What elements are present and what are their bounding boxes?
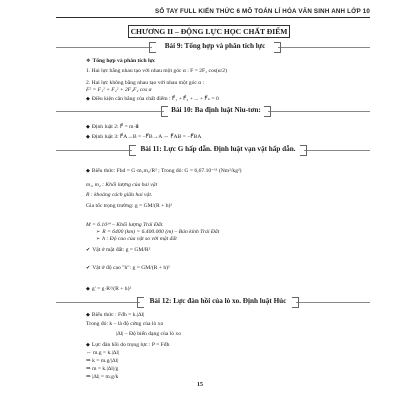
lesson-12-line-8: ⇒ |Δl| = m.g/k bbox=[86, 374, 119, 380]
lesson-12-line-5: ⇔ m.g = k.|Δl| bbox=[86, 350, 120, 356]
lesson-12-line-4: ◆ Lực đàn hồi do trọng lực : P = Fđh bbox=[86, 342, 170, 348]
lesson-12-line-3: |Δl| – Độ biến dạng của lò xo bbox=[116, 331, 182, 337]
lesson-9-title: Bài 9: Tổng hợp và phân tích lực bbox=[152, 41, 278, 52]
diamond-bullet-icon: ◆ bbox=[86, 312, 90, 318]
lesson-12-line-1: ◆ Biểu thức : Fđh = k.|Δl| bbox=[86, 312, 145, 318]
lesson-10-line-2: ◆ Định luật 3: F⃗A→B = −F⃗B→A ⇔ F⃗AB = −F⃗BA bbox=[86, 134, 202, 140]
diamond-bullet-icon: ◆ bbox=[86, 124, 90, 130]
diamond-bullet-icon: ◆ bbox=[86, 134, 90, 140]
lesson-11-heading-row bbox=[56, 144, 370, 156]
lesson-11-line-9: ✔ Vật ở độ cao "h": g = GM/(R + h)² bbox=[86, 265, 170, 271]
lesson-12-line-2: Trong đó: k – là độ cứng của lò xo bbox=[86, 321, 164, 327]
lesson-11-line-7: ➢ h : Độ cao của vật so với mặt đất bbox=[96, 236, 177, 242]
page-number: 15 bbox=[197, 382, 203, 388]
diamond-bullet-icon: ◆ bbox=[86, 96, 90, 102]
lesson-9-line-3: 2. Hai lực không bằng nhau tạo với nhau một góc α : bbox=[86, 80, 205, 86]
header-rule bbox=[56, 17, 370, 18]
lesson-11-line-3: R : khoảng cách giữa hai vật. bbox=[86, 192, 153, 198]
check-icon: ✔ bbox=[86, 265, 91, 271]
lesson-12-line-7: ⇒ m = k.|Δl|/g bbox=[86, 366, 119, 372]
diamond-bullet-icon: ◆ bbox=[86, 342, 90, 348]
lesson-9-heading-row bbox=[56, 41, 370, 53]
lesson-9-line-2: 1. Hai lực bằng nhau tạo với nhau một góc α : F = 2F₁ cos(α/2) bbox=[86, 68, 227, 74]
lesson-10-line-1: ◆ Định luật 2: F⃗ = m·a⃗ bbox=[86, 124, 139, 130]
lesson-9-line-1: ❖ Tổng hợp và phân tích lực bbox=[86, 58, 156, 64]
lesson-12-heading-row bbox=[56, 296, 370, 308]
arrow-bullet-icon: ➢ bbox=[96, 229, 101, 235]
lesson-11-line-10: ◆ g' = g·R²/(R + h)² bbox=[86, 286, 132, 292]
lesson-11-line-2: m₁, m₂ : Khối lượng của hai vật bbox=[86, 182, 158, 188]
diamond-bullet-icon: ◆ bbox=[86, 168, 90, 174]
lesson-11-line-4: Gia tốc trọng trường: g = GM/(R + h)² bbox=[86, 203, 173, 209]
lesson-12-line-6: ⇒ k = m.g/|Δl| bbox=[86, 358, 119, 364]
check-icon: ✔ bbox=[86, 247, 91, 253]
running-header: SỔ TAY FULL KIẾN THỨC 6 MÔ TOÁN LÍ HÓA VĂN SINH ANH LỚP 10 bbox=[155, 8, 370, 15]
lesson-11-line-8: ✔ Vật ở mặt đất: g = GM/R² bbox=[86, 247, 151, 253]
bullet-icon: ❖ bbox=[86, 58, 91, 64]
chapter-title: CHƯƠNG II – ĐỘNG LỰC HỌC CHẤT ĐIỂM bbox=[128, 25, 290, 38]
lesson-10-heading-row bbox=[56, 105, 370, 117]
diamond-bullet-icon: ◆ bbox=[86, 286, 90, 292]
lesson-12-title: Bài 12: Lực đàn hồi của lò xo. Định luật Húc bbox=[140, 296, 296, 307]
arrow-bullet-icon: ➢ bbox=[96, 236, 101, 242]
lesson-11-line-6: ➢ R = 6400 (km) = 6.400.000 (m) – Bán kính Trái Đất bbox=[96, 229, 220, 235]
lesson-11-line-5: M = 6.10²⁴ – Khối lượng Trái Đất. bbox=[86, 222, 164, 228]
lesson-9-line-5: ◆ Điều kiện cân bằng của chất điểm : F⃗₁ + F⃗₂ + ... + F⃗ₙ = 0 bbox=[86, 96, 219, 102]
lesson-11-title: Bài 11: Lực G hấp dẫn. Định luật vạn vật hấp dẫn. bbox=[132, 144, 304, 155]
lesson-11-line-1: ◆ Biểu thức: Fhd = G·m₁m₂/R² ; Trong đó: G = 6,67.10⁻¹¹ (Nm²/kg²) bbox=[86, 168, 242, 174]
lesson-10-title: Bài 10: Ba định luật Niu-tơn: bbox=[164, 105, 268, 116]
lesson-9-line-4: F² = F₁² + F₂² + 2F₁F₂ cos α bbox=[86, 87, 152, 93]
